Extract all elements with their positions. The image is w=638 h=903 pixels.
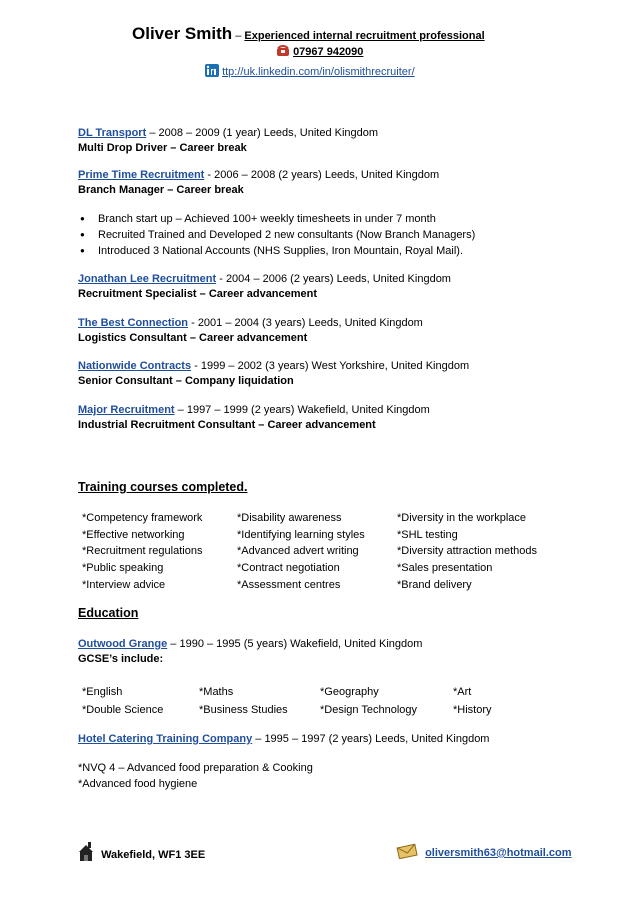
college-link[interactable]: Hotel Catering Training Company	[78, 733, 253, 745]
company-link[interactable]: Prime Time Recruitment	[78, 169, 205, 181]
job-sep: -	[191, 317, 195, 329]
gcse-item: *Design Technology	[320, 704, 418, 716]
email-link[interactable]: oliversmith63@hotmail.com	[425, 847, 572, 859]
school-entry	[78, 637, 422, 667]
school-sep: –	[170, 638, 177, 650]
gcse-item: *History	[453, 704, 492, 716]
training-item: *Identifying learning styles	[237, 529, 365, 541]
company-link[interactable]: Nationwide Contracts	[78, 360, 192, 372]
school-details: 1990 – 1995 (5 years) Wakefield, United Kingdom	[179, 638, 423, 650]
education-heading: Education	[78, 606, 139, 620]
job-achievements	[78, 211, 475, 259]
college-entry	[78, 732, 489, 747]
training-item: *Diversity attraction methods	[397, 545, 537, 557]
college-sep: –	[255, 733, 262, 745]
training-item: *Interview advice	[82, 579, 166, 591]
training-item: *Public speaking	[82, 562, 164, 574]
job-nationwide	[78, 359, 469, 389]
footer-address	[78, 842, 205, 865]
linkedin-line	[205, 64, 415, 80]
company-link[interactable]: Jonathan Lee Recruitment	[78, 273, 217, 285]
college-details: 1995 – 1997 (2 years) Leeds, United Kingdom	[264, 733, 490, 745]
gcse-item: *Maths	[199, 686, 234, 698]
achievement-item: ● Introduced 3 National Accounts (NHS Supplies, Iron Mountain, Royal Mail).	[78, 243, 475, 259]
job-details: 2001 – 2004 (3 years) Leeds, United Kingdom	[197, 317, 423, 329]
job-sep: -	[207, 169, 212, 181]
job-sep: -	[194, 360, 198, 372]
gcse-item: *English	[82, 686, 123, 698]
phone-number: 07967 942090	[293, 46, 364, 58]
job-role: Logistics Consultant – Career advancement	[78, 332, 308, 344]
job-role: Industrial Recruitment Consultant – Career advancement	[78, 419, 376, 431]
job-details: 2006 – 2008 (2 years) Leeds, United Kingdom	[214, 169, 440, 181]
job-details: 2008 – 2009 (1 year) Leeds, United Kingdom	[158, 127, 379, 139]
gcse-subhead: GCSE’s include:	[78, 653, 164, 665]
training-item: *Competency framework	[82, 512, 203, 524]
achievement-item: ● Recruited Trained and Developed 2 new consultants (Now Branch Managers)	[78, 227, 475, 243]
training-item: *Diversity in the workplace	[397, 512, 526, 524]
header-dash: –	[235, 30, 242, 42]
job-jonathan-lee	[78, 272, 451, 302]
job-sep: –	[177, 404, 184, 416]
nvq-item: *Advanced food hygiene	[78, 778, 198, 790]
linkedin-icon	[205, 64, 219, 80]
training-item: *Advanced advert writing	[237, 545, 359, 557]
gcse-item: *Business Studies	[199, 704, 288, 716]
job-prime-time	[78, 168, 439, 198]
job-details: 2004 – 2006 (2 years) Leeds, United Kingdom	[225, 273, 451, 285]
job-best-connection	[78, 316, 423, 346]
gcse-item: *Geography	[320, 686, 379, 698]
company-link[interactable]: DL Transport	[78, 127, 147, 139]
nvq-item: *NVQ 4 – Advanced food preparation & Cooking	[78, 762, 313, 774]
phone-line	[276, 45, 363, 60]
job-sep: –	[149, 127, 156, 139]
achievement-item: ● Branch start up – Achieved 100+ weekly timesheets in under 7 month	[78, 211, 475, 227]
training-item: *SHL testing	[397, 529, 458, 541]
resume-header	[132, 24, 485, 44]
training-heading: Training courses completed.	[78, 480, 248, 494]
job-sep: -	[219, 273, 223, 285]
company-link[interactable]: The Best Connection	[78, 317, 189, 329]
training-item: *Sales presentation	[397, 562, 493, 574]
gcse-item: *Double Science	[82, 704, 164, 716]
training-item: *Disability awareness	[237, 512, 342, 524]
training-item: *Contract negotiation	[237, 562, 340, 574]
training-item: *Recruitment regulations	[82, 545, 203, 557]
footer-email	[396, 843, 572, 862]
training-item: *Effective networking	[82, 529, 185, 541]
job-role: Multi Drop Driver – Career break	[78, 142, 247, 154]
job-role: Branch Manager – Career break	[78, 184, 244, 196]
job-details: 1999 – 2002 (3 years) West Yorkshire, United Kingdom	[200, 360, 470, 372]
candidate-tagline: Experienced internal recruitment professional	[244, 30, 485, 42]
school-link[interactable]: Outwood Grange	[78, 638, 168, 650]
company-link[interactable]: Major Recruitment	[78, 404, 175, 416]
envelope-icon	[396, 843, 418, 862]
training-item: *Brand delivery	[397, 579, 472, 591]
gcse-item: *Art	[453, 686, 472, 698]
house-icon	[78, 842, 94, 865]
candidate-name: Oliver Smith	[132, 24, 233, 43]
training-item: *Assessment centres	[237, 579, 341, 591]
job-major-recruitment	[78, 403, 430, 433]
job-role: Senior Consultant – Company liquidation	[78, 375, 294, 387]
job-details: 1997 – 1999 (2 years) Wakefield, United Kingdom	[186, 404, 430, 416]
job-dl-transport	[78, 126, 378, 156]
linkedin-link[interactable]: ttp://uk.linkedin.com/in/olismithrecruiter/	[222, 66, 415, 78]
address-text: Wakefield, WF1 3EE	[101, 849, 206, 861]
phone-icon	[276, 45, 290, 60]
job-role: Recruitment Specialist – Career advancement	[78, 288, 318, 300]
nvq-list	[78, 760, 313, 792]
